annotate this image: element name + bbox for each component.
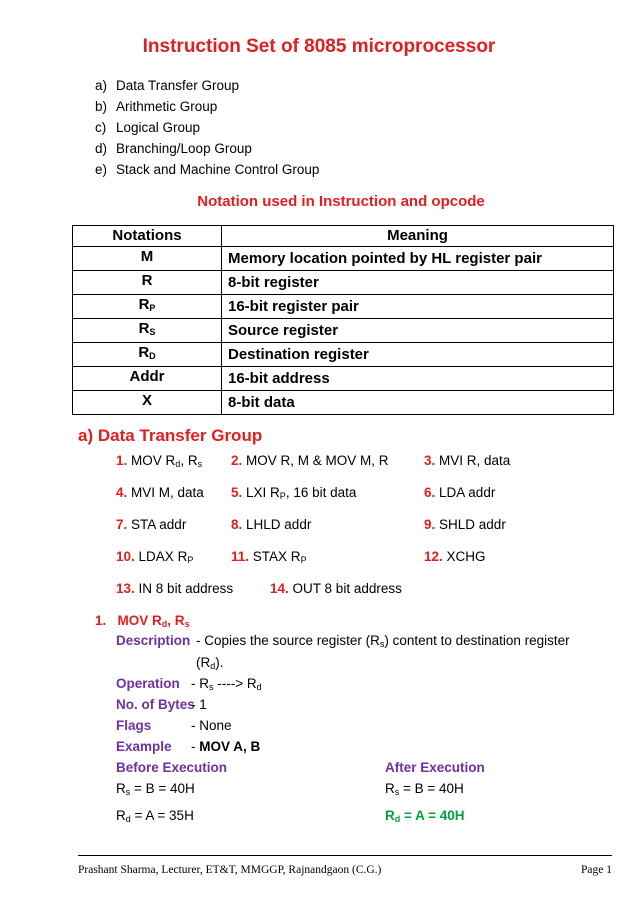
table-cell: $R_P$ [73, 295, 222, 319]
instruction-item: 2. MOV R, M & MOV M, R [231, 453, 389, 468]
list-item-label: b) [95, 99, 108, 114]
table-row [73, 295, 614, 319]
instruction-item: 1. MOV $R_d$, $R_s$ [116, 453, 203, 469]
notation-table [72, 225, 614, 415]
list-item-text: Arithmetic Group [116, 99, 218, 114]
table-header: Meaning [222, 226, 614, 247]
table-cell: Destination register [222, 343, 614, 367]
list-item-label: e) [95, 162, 108, 177]
example-label: Example [116, 739, 172, 754]
table-cell: R [73, 271, 222, 295]
list-item [95, 117, 319, 138]
list-item [95, 138, 319, 159]
list-item-label: a) [95, 78, 108, 93]
before-value-1: $R_s = B = 40H$ [116, 781, 195, 797]
flags-value: - None [191, 718, 232, 733]
table-cell: 16-bit register pair [222, 295, 614, 319]
instruction-item: 12. XCHG [424, 549, 486, 564]
table-cell: Source register [222, 319, 614, 343]
instruction-item: 8. LHLD addr [231, 517, 312, 532]
list-item-text: Data Transfer Group [116, 78, 240, 93]
example-value: - MOV A, B [191, 739, 261, 754]
table-row [73, 319, 614, 343]
table-row [73, 343, 614, 367]
table-row [73, 367, 614, 391]
table-header-row [73, 226, 614, 247]
list-item [95, 159, 319, 180]
group-list [95, 75, 319, 180]
before-value-2: $R_d = A = 35H$ [116, 808, 194, 824]
footer-author: Prashant Sharma, Lecturer, ET&T, MMGGP, Rajnandgaon (C.G.) [78, 864, 382, 876]
operation-label: Operation [116, 676, 180, 691]
example-heading: 1. MOV $R_d$, $R_s$ [95, 613, 190, 629]
instruction-item: 14. OUT 8 bit address [270, 581, 402, 596]
instruction-item: 3. MVI R, data [424, 453, 511, 468]
instruction-item: 5. LXI $R_P$, 16 bit data [231, 485, 357, 501]
section-heading: a) Data Transfer Group [78, 426, 263, 445]
before-label: Before Execution [116, 760, 228, 775]
list-item-label: d) [95, 141, 108, 156]
list-item-text: Branching/Loop Group [116, 141, 252, 156]
footer-divider [78, 855, 612, 856]
after-value-2: $R_d = A = 40H$ [385, 808, 465, 824]
table-cell: 8-bit register [222, 271, 614, 295]
instruction-item: 4. MVI M, data [116, 485, 204, 500]
table-row [73, 391, 614, 415]
table-cell: Addr [73, 367, 222, 391]
table-cell: M [73, 247, 222, 271]
instruction-item: 6. LDA addr [424, 485, 496, 500]
table-row [73, 247, 614, 271]
instruction-item: 7. STA addr [116, 517, 187, 532]
notation-title: Notation used in Instruction and opcode [197, 193, 485, 210]
bytes-value: - 1 [191, 697, 207, 712]
list-item-text: Stack and Machine Control Group [116, 162, 320, 177]
list-item [95, 75, 319, 96]
flags-label: Flags [116, 718, 152, 733]
table-cell: X [73, 391, 222, 415]
list-item [95, 96, 319, 117]
list-item-text: Logical Group [116, 120, 201, 135]
instruction-item: 11. STAX $R_P$ [231, 549, 307, 565]
description-text-2: $(R_d)$. [196, 655, 224, 671]
table-cell: 8-bit data [222, 391, 614, 415]
operation-value: - $R_s$ ----> $R_d$ [191, 676, 262, 692]
table-cell: Memory location pointed by HL register pair [222, 247, 614, 271]
instruction-item: 10. LDAX $R_P$ [116, 549, 194, 565]
page-number: Page 1 [581, 864, 612, 876]
page-title: Instruction Set of 8085 microprocessor [142, 36, 496, 57]
table-cell: 16-bit address [222, 367, 614, 391]
after-label: After Execution [385, 760, 485, 775]
table-cell: $R_S$ [73, 319, 222, 343]
after-value-1: $R_s = B = 40H$ [385, 781, 464, 797]
table-cell: $R_D$ [73, 343, 222, 367]
table-header: Notations [73, 226, 222, 247]
list-item-label: c) [95, 120, 107, 135]
instruction-item: 9. SHLD addr [424, 517, 506, 532]
bytes-label: No. of Bytes [116, 697, 195, 712]
description-label: Description [116, 633, 191, 648]
table-row [73, 271, 614, 295]
instruction-item: 13. IN 8 bit address [116, 581, 234, 596]
description-text: - Copies the source register $(R_s)$ content to destination register [196, 633, 570, 649]
